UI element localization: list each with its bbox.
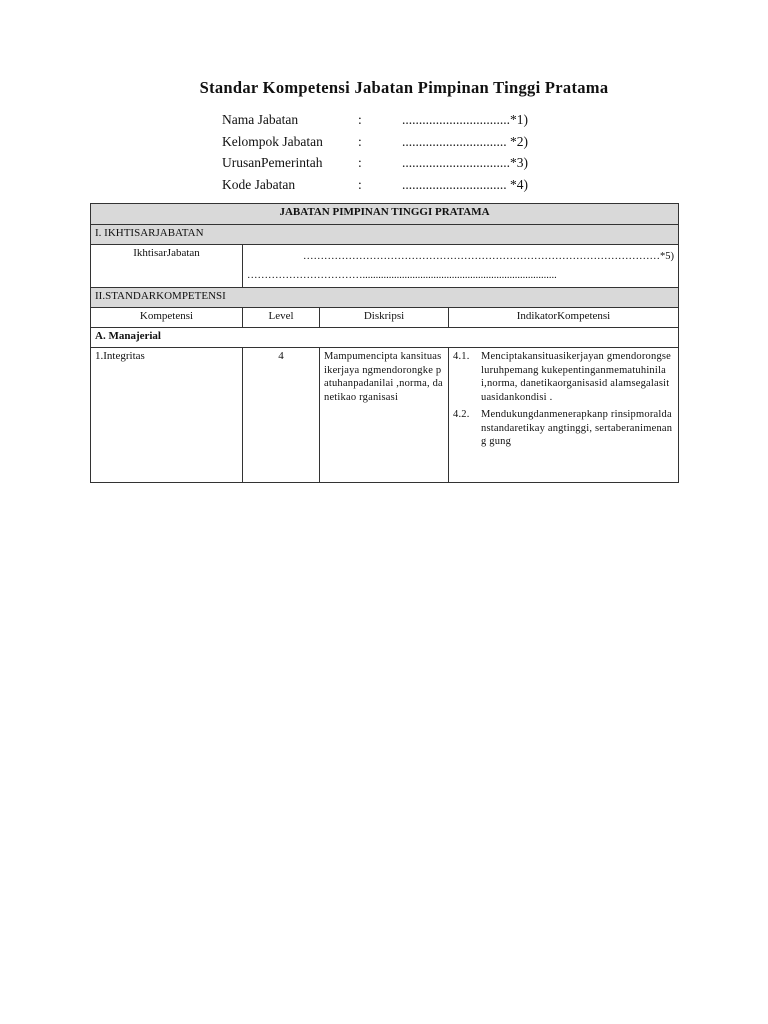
field-colon: : (358, 133, 362, 149)
indicator-text: Mendukungdanmenerapkanp rinsipmoraldanstandaretikay angtinggi, sertaberanimenang gung (481, 409, 673, 447)
field-kelompok-jabatan (222, 131, 582, 153)
page-title: Standar Kompetensi Jabatan Pimpinan Tinggi Pratama (199, 78, 609, 97)
column-header-diskripsi: Diskripsi (320, 308, 449, 328)
indikator-cell (449, 348, 679, 483)
field-label: UrusanPemerintah (222, 155, 323, 170)
field-urusan-pemerintah (222, 152, 582, 174)
indicator-item (453, 408, 674, 449)
table-header: JABATAN PIMPINAN TINGGI PRATAMA (91, 204, 679, 225)
competency-table (90, 203, 679, 483)
job-fields (222, 109, 582, 195)
section-ikhtisar: I. IKHTISARJABATAN (91, 225, 679, 245)
ikhtisar-line: …………………………….......................................................................... (247, 270, 557, 281)
field-label: Kelompok Jabatan (222, 133, 323, 149)
field-label: Kode Jabatan (222, 176, 296, 192)
column-header-indikator: IndikatorKompetensi (449, 308, 679, 328)
field-value: ............................... *2) (402, 133, 528, 149)
section-standar-kompetensi: II.STANDARKOMPETENSI (91, 288, 679, 308)
field-label: Nama Jabatan (222, 112, 299, 127)
ikhtisar-content (243, 245, 679, 288)
group-manajerial: A. Manajerial (91, 328, 679, 348)
kompetensi-cell: 1.Integritas (91, 348, 243, 483)
column-header-kompetensi: Kompetensi (91, 308, 243, 328)
indicator-text: Menciptakansituasikerjayan gmendorongseluruhpemang kukepentinganmematuhinila i,norma, danetikaorganisasid alamsegalasituasidankondisi . (481, 351, 672, 403)
indicator-item (453, 350, 674, 404)
field-value: ................................*3) (402, 155, 528, 170)
field-colon: : (358, 155, 362, 170)
indicator-number: 4.1. (453, 351, 470, 362)
field-value: ................................*1) (402, 112, 528, 127)
field-colon: : (358, 176, 362, 192)
level-cell: 4 (243, 348, 320, 483)
field-nama-jabatan (222, 109, 582, 131)
ikhtisar-line: …………………………………………………………………………………………*5) (303, 251, 674, 262)
field-colon: : (358, 112, 362, 127)
field-kode-jabatan (222, 174, 582, 196)
ikhtisar-label: IkhtisarJabatan (91, 245, 243, 288)
indicator-number: 4.2. (453, 409, 470, 420)
diskripsi-cell: Mampumencipta kansituasikerjaya ngmendorongke patuhanpadanilai ,norma, danetikao rganisasi (320, 348, 449, 483)
table-row (91, 348, 679, 483)
column-header-level: Level (243, 308, 320, 328)
field-value: ............................... *4) (402, 176, 528, 192)
